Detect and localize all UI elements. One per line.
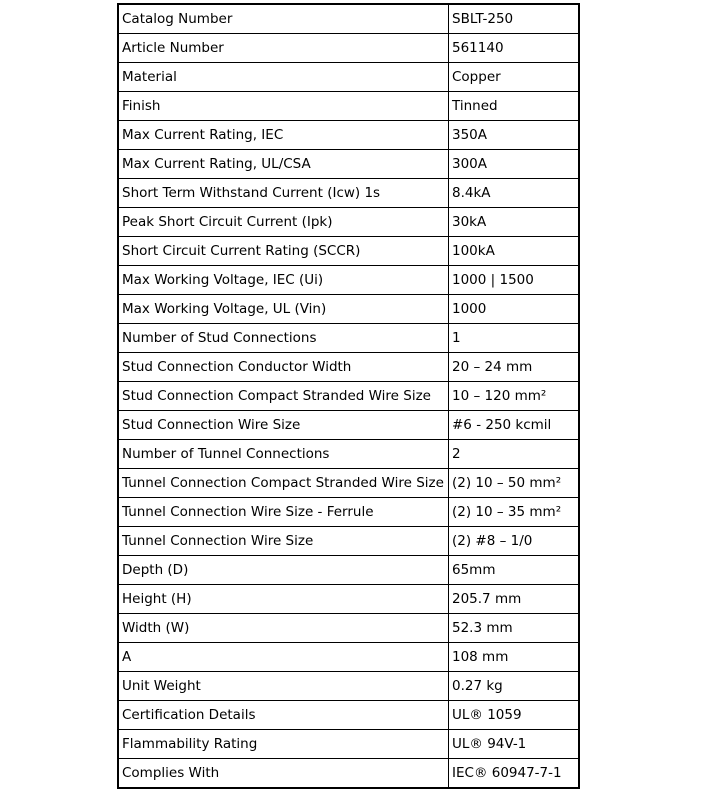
spec-value: UL® 1059 [449,701,580,730]
spec-label: Finish [118,92,449,121]
spec-label: A [118,643,449,672]
spec-label: Stud Connection Conductor Width [118,353,449,382]
spec-label: Flammability Rating [118,730,449,759]
table-row [118,411,579,440]
spec-label: Short Circuit Current Rating (SCCR) [118,237,449,266]
spec-label: Max Working Voltage, UL (Vin) [118,295,449,324]
table-row [118,759,579,789]
spec-value: 2 [449,440,580,469]
spec-label: Unit Weight [118,672,449,701]
spec-label: Certification Details [118,701,449,730]
table-row [118,498,579,527]
spec-label: Tunnel Connection Wire Size [118,527,449,556]
table-row [118,672,579,701]
table-row [118,643,579,672]
spec-label: Tunnel Connection Wire Size - Ferrule [118,498,449,527]
spec-value: Copper [449,63,580,92]
spec-value: IEC® 60947-7-1 [449,759,580,789]
table-row [118,237,579,266]
spec-label: Stud Connection Compact Stranded Wire Size [118,382,449,411]
spec-value: 1 [449,324,580,353]
spec-label: Article Number [118,34,449,63]
table-row [118,614,579,643]
spec-label: Short Term Withstand Current (Icw) 1s [118,179,449,208]
table-row [118,4,579,34]
spec-value: 52.3 mm [449,614,580,643]
spec-label: Complies With [118,759,449,789]
spec-value: 10 – 120 mm² [449,382,580,411]
spec-value: 100kA [449,237,580,266]
spec-label: Height (H) [118,585,449,614]
spec-value: Tinned [449,92,580,121]
table-row [118,469,579,498]
spec-value: #6 - 250 kcmil [449,411,580,440]
spec-value: 0.27 kg [449,672,580,701]
spec-label: Width (W) [118,614,449,643]
table-row [118,353,579,382]
spec-value: 1000 | 1500 [449,266,580,295]
spec-value: 8.4kA [449,179,580,208]
spec-value: 205.7 mm [449,585,580,614]
spec-value: 350A [449,121,580,150]
table-row [118,556,579,585]
spec-label: Tunnel Connection Compact Stranded Wire Size [118,469,449,498]
spec-value: UL® 94V-1 [449,730,580,759]
table-row [118,150,579,179]
table-row [118,585,579,614]
spec-label: Stud Connection Wire Size [118,411,449,440]
table-row [118,63,579,92]
table-row [118,92,579,121]
table-row [118,730,579,759]
spec-value: 300A [449,150,580,179]
spec-label: Material [118,63,449,92]
spec-value: 30kA [449,208,580,237]
spec-value: (2) 10 – 50 mm² [449,469,580,498]
spec-value: 65mm [449,556,580,585]
spec-value: (2) 10 – 35 mm² [449,498,580,527]
spec-value: 561140 [449,34,580,63]
spec-table [117,3,580,789]
table-row [118,382,579,411]
table-row [118,440,579,469]
spec-value: SBLT-250 [449,4,580,34]
spec-value: 20 – 24 mm [449,353,580,382]
table-row [118,208,579,237]
table-row [118,527,579,556]
table-row [118,295,579,324]
table-row [118,34,579,63]
spec-label: Catalog Number [118,4,449,34]
spec-value: 1000 [449,295,580,324]
spec-table-body [118,4,579,788]
spec-label: Max Current Rating, IEC [118,121,449,150]
table-row [118,121,579,150]
table-row [118,324,579,353]
spec-value: (2) #8 – 1/0 [449,527,580,556]
spec-label: Number of Tunnel Connections [118,440,449,469]
spec-label: Max Current Rating, UL/CSA [118,150,449,179]
table-row [118,179,579,208]
spec-label: Peak Short Circuit Current (Ipk) [118,208,449,237]
spec-label: Depth (D) [118,556,449,585]
table-row [118,701,579,730]
spec-value: 108 mm [449,643,580,672]
spec-label: Number of Stud Connections [118,324,449,353]
spec-label: Max Working Voltage, IEC (Ui) [118,266,449,295]
table-row [118,266,579,295]
